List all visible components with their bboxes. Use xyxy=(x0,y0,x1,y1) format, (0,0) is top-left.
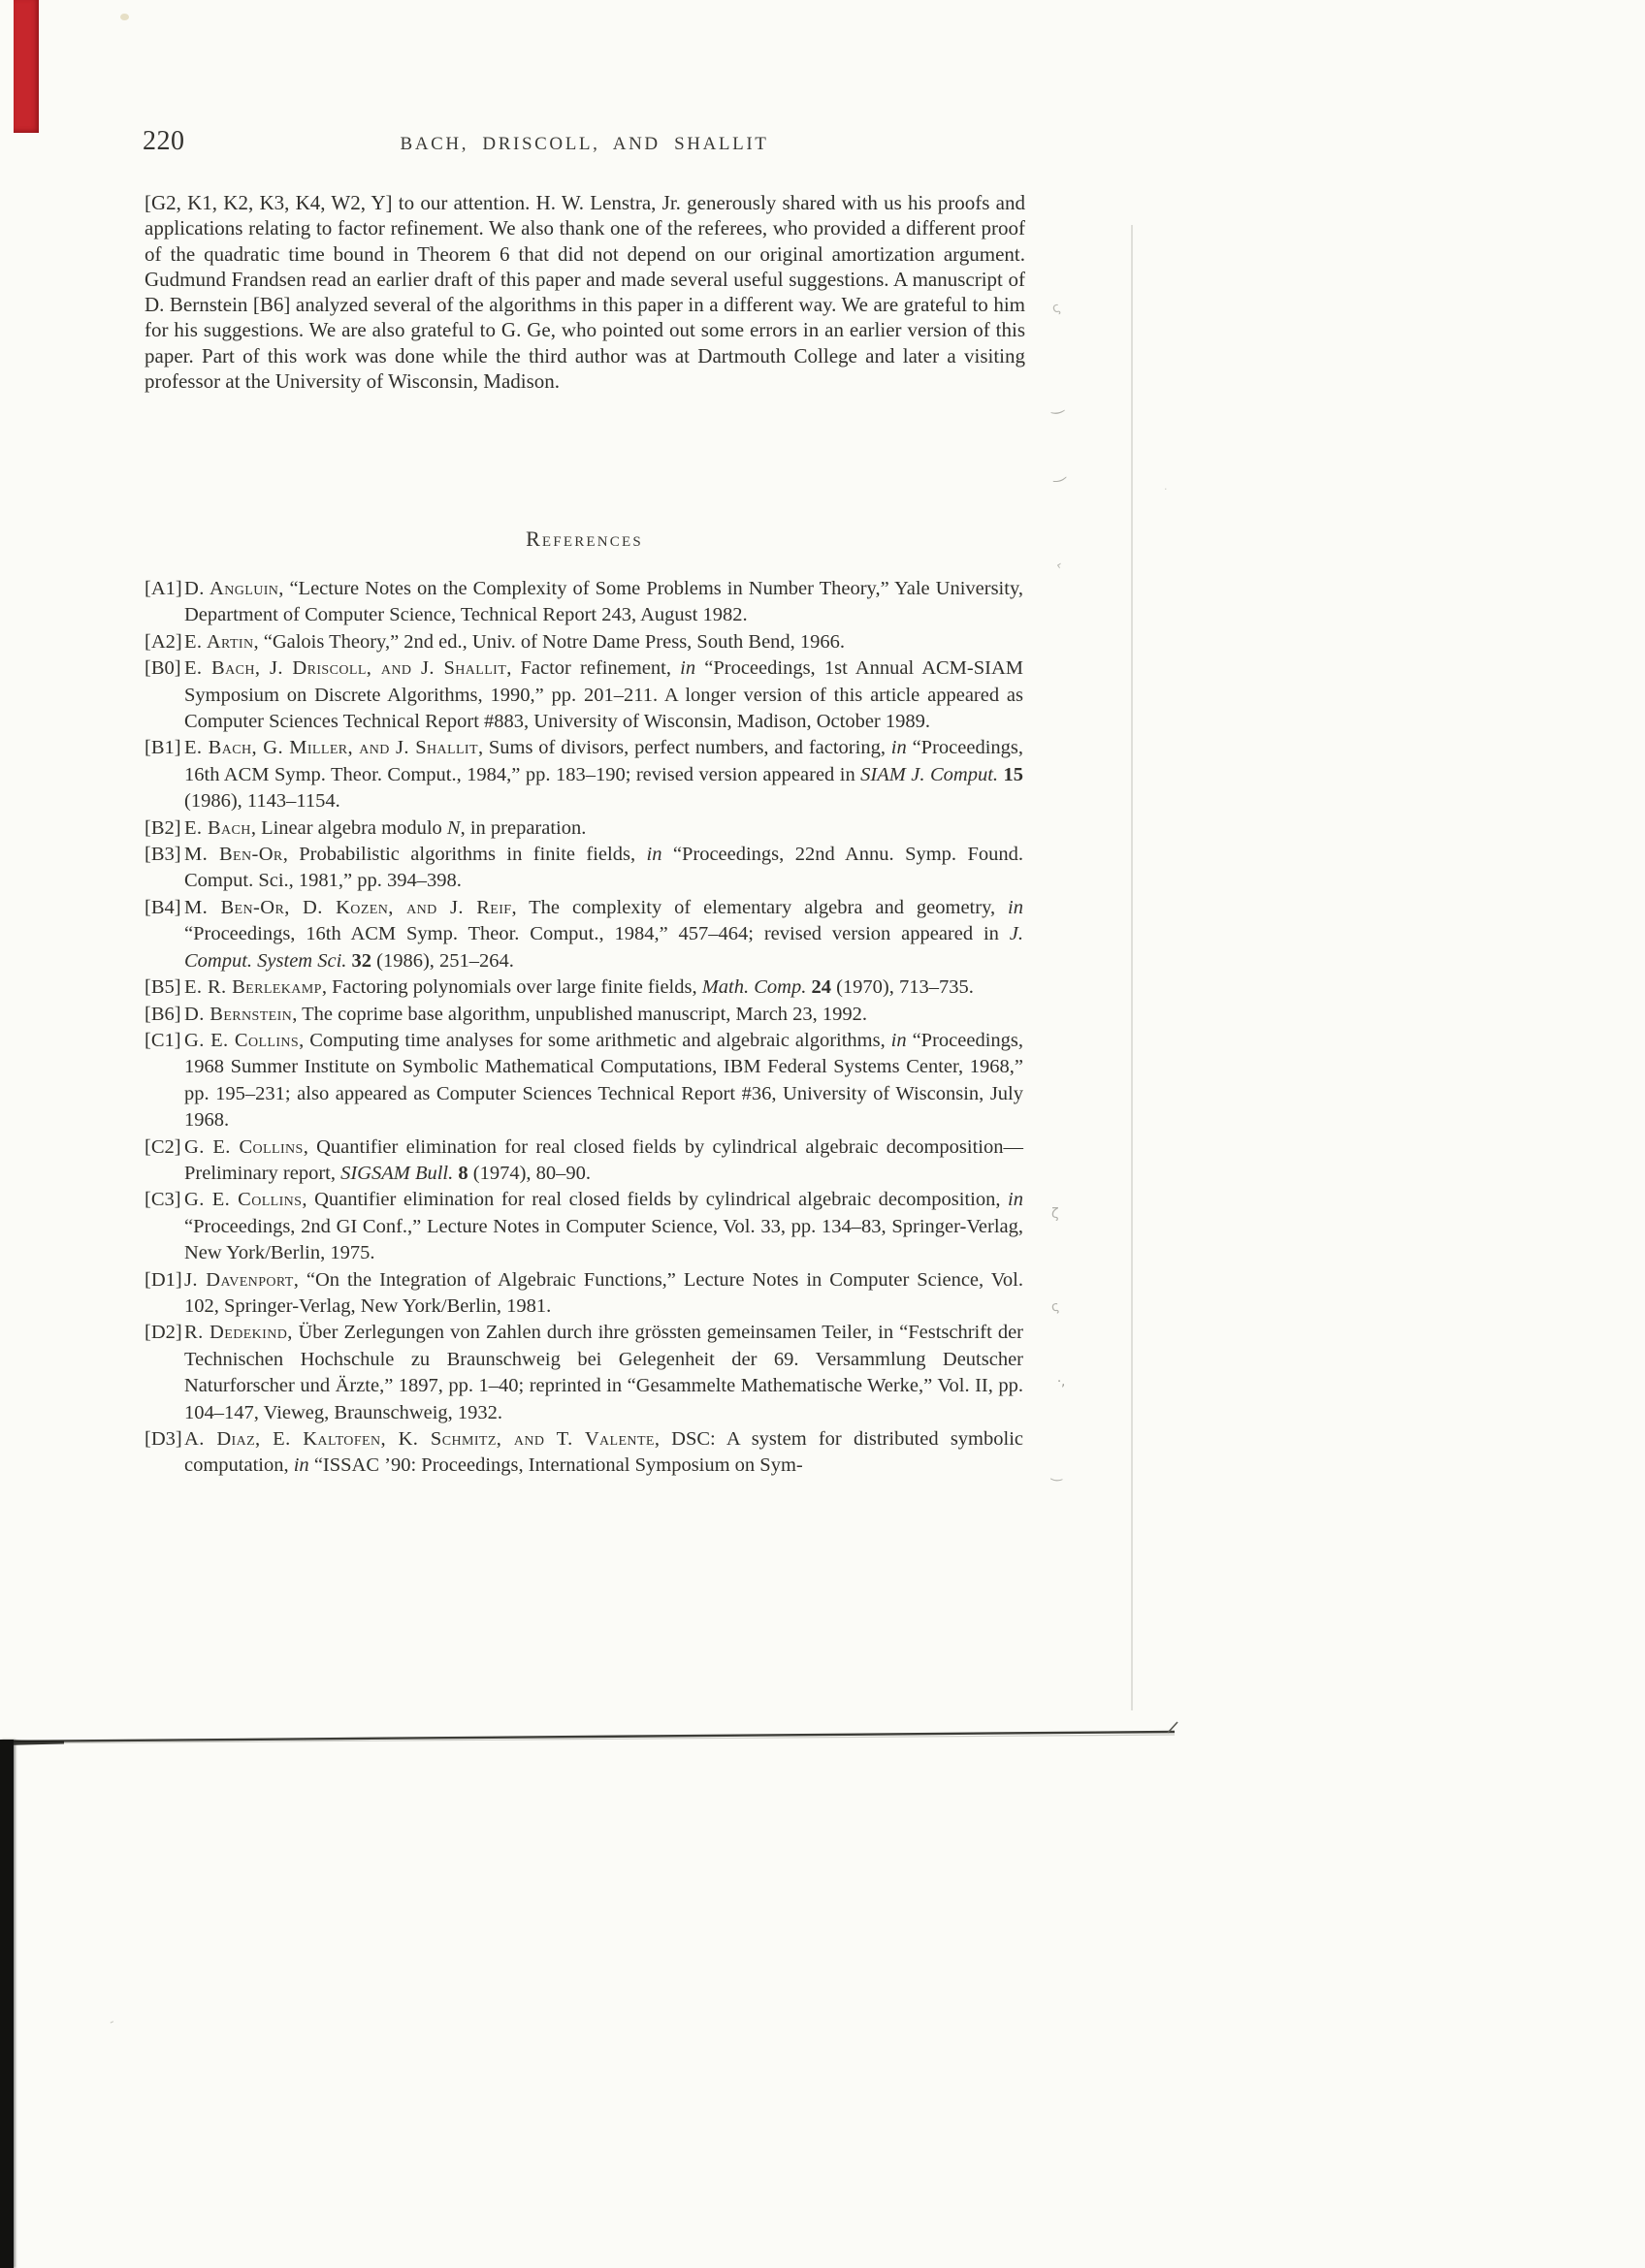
reference-label: [B6] xyxy=(145,1003,181,1025)
margin-mark: ‿ xyxy=(1048,395,1065,415)
reference-text: G. E. Collins, Quantifier elimination for real closed fields by cylindrical algebraic decomposition, in “Proceedings, 2nd GI Conf.,” Lecture Notes in Computer Science, Vol. 33, pp. 134–83, Springer-Verlag, New York/Berlin, 1975. xyxy=(184,1189,1023,1264)
reference-label: [B1] xyxy=(145,737,181,759)
reference-item xyxy=(145,629,1023,655)
reference-text: M. Ben-Or, Probabilistic algorithms in finite fields, in “Proceedings, 22nd Annu. Symp. Found. Comput. Sci., 1981,” pp. 394–398. xyxy=(184,844,1023,892)
reference-text: R. Dedekind, Über Zerlegungen von Zahlen durch ihre grössten gemeinsamen Teiler, in “Festschrift der Technischen Hochschule zu Braunschweig bei Gelegenheit der 69. Versammlung Deutscher Naturforscher und Ärzte,” 1897, pp. 1–40; reprinted in “Gesammelte Mathematische Werke,” Vol. II, pp. 104–147, Vieweg, Braunschweig, 1932. xyxy=(184,1322,1023,1423)
reference-label: [B0] xyxy=(145,657,181,680)
red-bookmark-mark xyxy=(14,0,39,133)
reference-text: D. Angluin, “Lecture Notes on the Complexity of Some Problems in Number Theory,” Yale University, Department of Computer Science, Technical Report 243, August 1982. xyxy=(184,578,1023,626)
reference-text: G. E. Collins, Quantifier elimination for real closed fields by cylindrical algebraic decomposition—Preliminary report, SIGSAM Bull. 8 (1974), 80–90. xyxy=(184,1135,1023,1184)
reference-item xyxy=(145,815,1023,842)
references-heading: References xyxy=(526,527,643,551)
reference-label: [C2] xyxy=(145,1135,181,1158)
reference-label: [C1] xyxy=(145,1029,181,1051)
reference-item xyxy=(145,974,1023,1001)
margin-mark: ‿ xyxy=(1050,1465,1063,1483)
reference-text: M. Ben-Or, D. Kozen, and J. Reif, The complexity of elementary algebra and geometry, in “Proceedings, 16th ACM Symp. Theor. Comput., 1984,” 457–464; revised version appeared in J. Comput. System Sci. 32 (1986), 251–264. xyxy=(184,896,1023,972)
margin-mark: ς xyxy=(1049,1298,1061,1316)
reference-item xyxy=(145,895,1023,974)
margin-mark: · xyxy=(1164,483,1168,495)
reference-item xyxy=(145,1320,1023,1426)
reference-text: E. Bach, J. Driscoll, and J. Shallit, Factor refinement, in “Proceedings, 1st Annual ACM-SIAM Symposium on Discrete Algorithms, 1990,” pp. 201–211. A longer version of this article appeared as Computer Sciences Technical Report #883, University of Wisconsin, Madison, October 1989. xyxy=(184,657,1023,733)
reference-label: [B4] xyxy=(145,896,181,918)
reference-label: [B3] xyxy=(145,844,181,866)
reference-text: D. Bernstein, The coprime base algorithm, unpublished manuscript, March 23, 1992. xyxy=(184,1003,868,1025)
reference-text: E. Bach, G. Miller, and J. Shallit, Sums of divisors, perfect numbers, and factoring, in “Proceedings, 16th ACM Symp. Theor. Comput., 1984,” pp. 183–190; revised version appeared in SIAM J. Comput. 15 (1986), 1143–1154. xyxy=(184,737,1024,813)
acknowledgment-paragraph: [G2, K1, K2, K3, K4, W2, Y] to our attention. H. W. Lenstra, Jr. generously shared with us his proofs and applications relating to factor refinement. We also thank one of the referees, who provided a different proof of the quadratic time bound in Theorem 6 that did not depend on our original amortization argument. Gudmund Frandsen read an earlier draft of this paper and made several useful suggestions. A manuscript of D. Bernstein [B6] analyzed several of the algorithms in this paper in a different way. We are grateful to him for his suggestions. We are also grateful to G. Ge, who pointed out some errors in an earlier version of this paper. Part of this work was done while the third author was at Dartmouth College and later a visiting professor at the University of Wisconsin, Madison. xyxy=(145,191,1025,394)
reference-label: [A2] xyxy=(145,630,182,653)
margin-mark: - xyxy=(107,2014,117,2030)
reference-label: [B5] xyxy=(145,976,181,999)
page-right-edge-line xyxy=(1131,225,1133,1710)
reference-label: [C3] xyxy=(145,1189,181,1211)
reference-item xyxy=(145,1002,1023,1028)
reference-item xyxy=(145,735,1023,815)
margin-mark: ·, xyxy=(1057,1375,1066,1390)
reference-item xyxy=(145,1426,1023,1480)
margin-mark: ς xyxy=(1049,300,1063,317)
reference-label: [D2] xyxy=(145,1322,182,1344)
reference-item xyxy=(145,655,1023,735)
margin-mark: ‿ xyxy=(1048,462,1067,484)
running-head: BACH, DRISCOLL, AND SHALLIT xyxy=(400,134,769,154)
reference-item xyxy=(145,576,1023,629)
margin-mark: ‹ xyxy=(1054,558,1063,574)
reference-label: [A1] xyxy=(145,578,182,599)
page-number: 220 xyxy=(143,126,185,156)
reference-item xyxy=(145,1028,1023,1134)
reference-item xyxy=(145,1267,1023,1321)
reference-item xyxy=(145,1187,1023,1266)
reference-text: E. R. Berlekamp, Factoring polynomials over large finite fields, Math. Comp. 24 (1970), 713–735. xyxy=(184,976,974,999)
reference-label: [B2] xyxy=(145,816,181,839)
page-bottom-edge-line xyxy=(0,1711,1645,1789)
reference-text: E. Bach, Linear algebra modulo N, in preparation. xyxy=(184,816,587,839)
reference-list xyxy=(145,576,1023,1480)
reference-item xyxy=(145,1134,1023,1188)
reference-text: E. Artin, “Galois Theory,” 2nd ed., Univ. of Notre Dame Press, South Bend, 1966. xyxy=(184,630,846,653)
paper-speck xyxy=(120,14,129,20)
scan-edge-strip xyxy=(0,1740,14,2268)
reference-item xyxy=(145,842,1023,895)
reference-text: A. Diaz, E. Kaltofen, K. Schmitz, and T. Valente, DSC: A system for distributed symbolic computation, in “ISSAC ’90: Proceedings, International Symposium on Sym- xyxy=(184,1428,1023,1477)
margin-mark: ζ xyxy=(1051,1206,1059,1222)
reference-text: J. Davenport, “On the Integration of Algebraic Functions,” Lecture Notes in Computer Science, Vol. 102, Springer-Verlag, New York/Berlin, 1981. xyxy=(184,1268,1024,1317)
reference-label: [D3] xyxy=(145,1428,182,1450)
reference-label: [D1] xyxy=(145,1268,182,1291)
reference-text: G. E. Collins, Computing time analyses for some arithmetic and algebraic algorithms, in “Proceedings, 1968 Summer Institute on Symbolic Mathematical Computations, IBM Federal Systems Center, 1968,” pp. 195–231; also appeared as Computer Sciences Technical Report #36, University of Wisconsin, July 1968. xyxy=(184,1029,1023,1132)
